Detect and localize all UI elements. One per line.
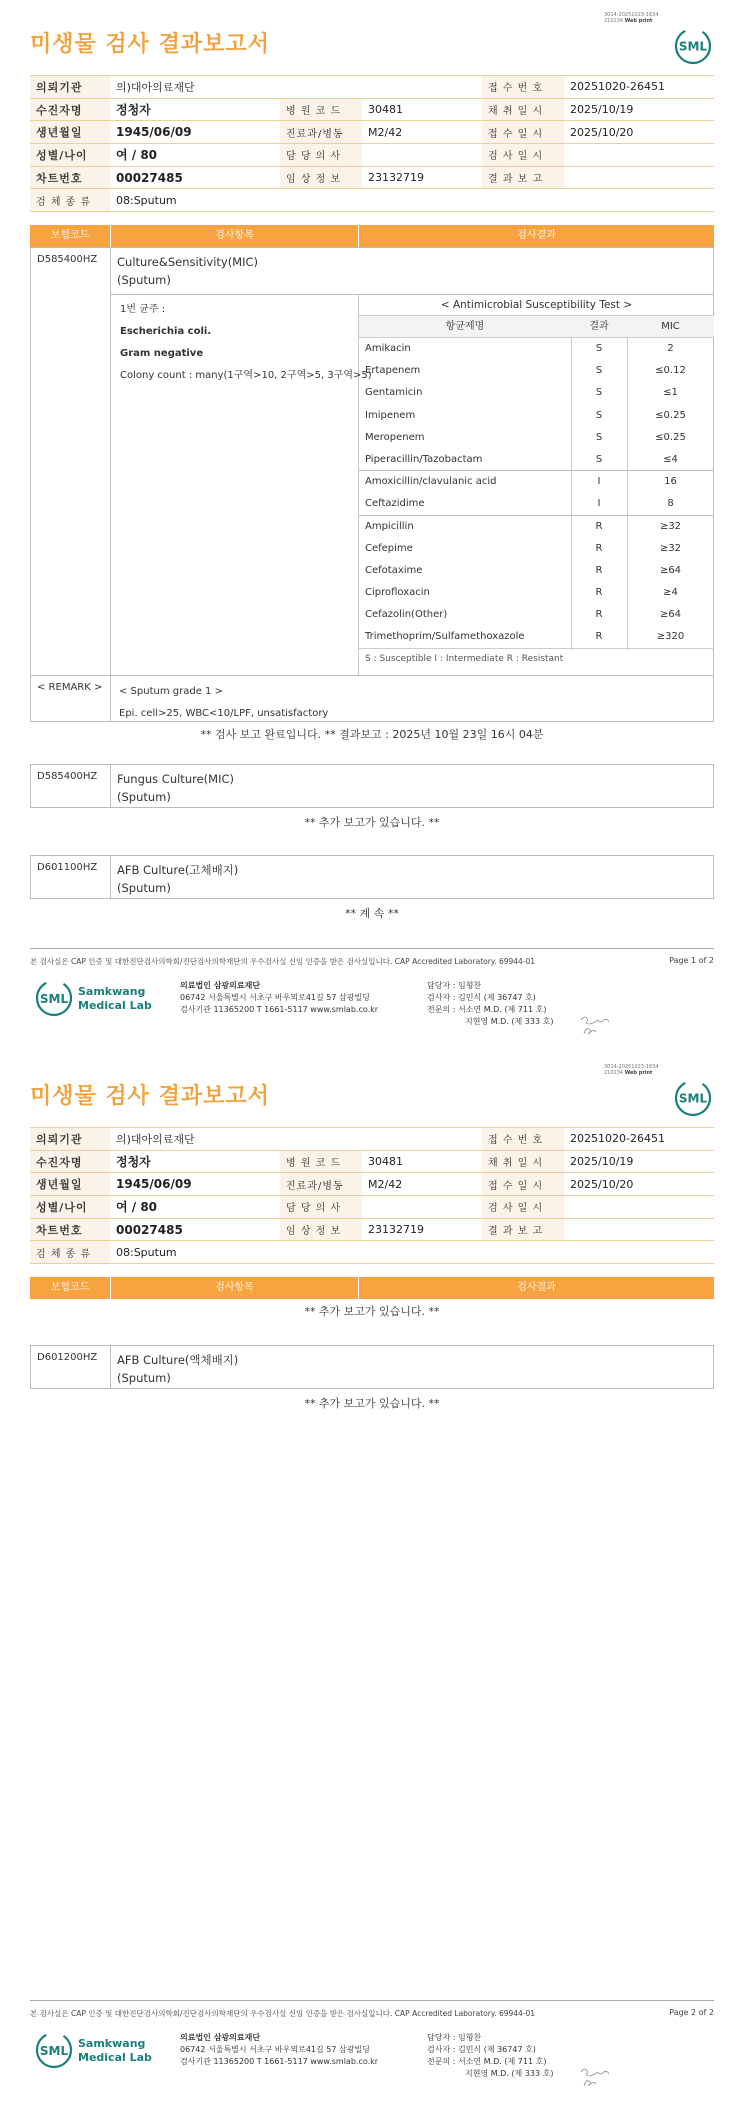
doctor-value — [362, 1196, 482, 1219]
ast-row — [359, 604, 714, 626]
ast-drug: Imipenem — [365, 409, 416, 421]
stamp-web-print: Web print — [624, 18, 653, 24]
ast-result: R — [595, 542, 603, 554]
ast-drug: Meropenem — [365, 431, 425, 443]
receipt-date-label: 접 수 일 시 — [482, 1173, 564, 1196]
colony-count: Colony count : many(1구역>10, 2구역>5, 3구역>5) — [120, 370, 372, 381]
fungus-specimen: (Sputum) — [117, 790, 171, 804]
collect-date-label: 채 취 일 시 — [482, 1150, 564, 1173]
patient-label: 수진자명 — [30, 98, 110, 121]
fungus-code: D585400HZ — [31, 765, 111, 807]
stamp-id: 3014-20251023-1634 — [604, 1064, 659, 1070]
ast-drug: Gentamicin — [365, 387, 423, 399]
lab-org: 의료법인 삼광의료재단 — [180, 981, 261, 990]
chart-label: 차트번호 — [30, 166, 110, 189]
ast-col-result: 결과 — [589, 321, 609, 332]
ast-mic: ≥64 — [659, 564, 682, 576]
receipt-no-value: 20251020-26451 — [564, 1128, 714, 1151]
stamp-code: 210234 — [604, 1070, 624, 1076]
print-stamp — [604, 12, 659, 24]
ast-row — [359, 360, 714, 382]
ast-drug: Trimethoprim/Sulfamethoxazole — [365, 631, 525, 643]
test-date-value — [564, 144, 714, 167]
dept-value: M2/42 — [362, 121, 482, 144]
ast-result: S — [595, 365, 603, 377]
gram-stain: Gram negative — [120, 348, 204, 359]
signature-icon — [578, 2062, 612, 2090]
specimen-value: 08:Sputum — [110, 189, 714, 212]
stamp-id: 3014-20251023-1634 — [604, 12, 659, 18]
test-specimen: (Sputum) — [117, 273, 171, 287]
collect-date-label: 채 취 일 시 — [482, 98, 564, 121]
sml-logo-icon — [674, 27, 712, 65]
test-date-label: 검 사 일 시 — [482, 1196, 564, 1219]
hospital-code-value: 30481 — [362, 98, 482, 121]
report-value — [564, 1218, 714, 1241]
sex-age-label: 성별/나이 — [30, 1196, 110, 1219]
ast-mic: 2 — [667, 343, 674, 354]
ast-row — [359, 338, 714, 360]
ast-drug: Cefazolin(Other) — [365, 609, 448, 621]
hospital-code-label: 병 원 코 드 — [280, 1150, 362, 1173]
afb-solid-code: D601100HZ — [31, 856, 111, 898]
col-item: 검사항목 — [110, 225, 358, 247]
dept-label: 진료과/병동 — [280, 121, 362, 144]
svg-text:Samkwang: Samkwang — [78, 985, 146, 998]
ast-result: S — [595, 431, 603, 443]
col-code: 보험코드 — [50, 1282, 90, 1293]
ast-legend: S : Susceptible I : Intermediate R : Resistant — [365, 654, 564, 664]
collect-date-value: 2025/10/19 — [564, 1150, 714, 1173]
doctor-label: 담 당 의 사 — [280, 1196, 362, 1219]
ast-mic: ≥32 — [659, 520, 682, 532]
hospital-code-label: 병 원 코 드 — [280, 98, 362, 121]
lab-institution: 검사기관 11365200 T 1661-5117 www.smlab.co.kr — [180, 2057, 379, 2066]
dept-value: M2/42 — [362, 1173, 482, 1196]
svg-text:SML: SML — [678, 1091, 708, 1106]
collect-date-value: 2025/10/19 — [564, 98, 714, 121]
client-label: 의뢰기관 — [30, 76, 110, 99]
ast-drug: Ciprofloxacin — [365, 587, 430, 599]
ast-row — [359, 582, 714, 604]
sml-logo-icon — [674, 1079, 712, 1117]
staff-manager: 담당자 : 임형찬 — [427, 981, 482, 990]
lab-address: 06742 서울특별시 서초구 바우뫼로41길 57 삼광빌딩 — [180, 2045, 370, 2054]
sex-age-label: 성별/나이 — [30, 144, 110, 167]
svg-text:Medical Lab: Medical Lab — [78, 2051, 152, 2064]
staff-tester: 검사자 : 김민식 (제 36747 호) — [427, 2045, 536, 2054]
complete-note: ** 검사 보고 완료입니다. ** 결과보고 : 2025년 10월 23일 16시 04분 — [200, 728, 544, 741]
signature-icon — [578, 1010, 612, 1038]
ast-drug: Cefepime — [365, 542, 413, 554]
test-date-label: 검 사 일 시 — [482, 144, 564, 167]
print-stamp — [604, 1064, 659, 1076]
svg-text:Samkwang: Samkwang — [78, 2037, 146, 2050]
ast-mic: ≥4 — [663, 587, 678, 599]
clinical-label: 임 상 정 보 — [280, 1218, 362, 1241]
ast-drug: Ceftazidime — [365, 498, 425, 510]
report-page-2 — [0, 1052, 744, 2104]
report-title: 미생물 검사 결과보고서 — [30, 32, 270, 57]
ast-mic: ≤0.12 — [655, 365, 686, 377]
remark-line-1: < Sputum grade 1 > — [119, 686, 223, 697]
lab-info — [180, 980, 378, 1016]
ast-col-drug: 항균제명 — [445, 321, 485, 332]
chart-label: 차트번호 — [30, 1218, 110, 1241]
ast-result: S — [595, 343, 603, 354]
page2-note: ** 추가 보고가 있습니다. ** — [304, 1305, 440, 1318]
stamp-web-print: Web print — [624, 1070, 653, 1076]
test-name: Culture&Sensitivity(MIC) — [117, 255, 259, 269]
organism-info — [120, 299, 372, 387]
cert-footnote: 본 검사실은 CAP 인증 및 대한진단검사의학회/진단검사의학재단의 우수검사실 신임 인증을 받은 검사실입니다. CAP Accredited Laboratory. 69944-01 — [30, 957, 536, 966]
test-code: D585400HZ — [31, 248, 111, 294]
remark-line-2: Epi. cell>25, WBC<10/LPF, unsatisfactory — [119, 708, 329, 719]
staff-manager: 담당자 : 임형찬 — [427, 2033, 482, 2042]
fungus-note: ** 추가 보고가 있습니다. ** — [304, 816, 440, 829]
ast-row — [359, 449, 714, 471]
ast-mic: ≥64 — [659, 609, 682, 621]
test-date-value — [564, 1196, 714, 1219]
ast-row — [359, 382, 714, 404]
afb-solid-specimen: (Sputum) — [117, 881, 171, 895]
col-result: 검사결과 — [358, 1277, 714, 1299]
ast-title: < Antimicrobial Susceptibility Test > — [359, 294, 714, 316]
remark-section — [30, 676, 714, 722]
receipt-date-label: 접 수 일 시 — [482, 121, 564, 144]
ast-result: S — [595, 387, 603, 399]
client-value: 의)대아의료재단 — [110, 1128, 482, 1151]
afb-liquid-note: ** 추가 보고가 있습니다. ** — [304, 1397, 440, 1410]
clinical-label: 임 상 정 보 — [280, 166, 362, 189]
sex-age-value: 여 / 80 — [110, 144, 280, 167]
client-value: 의)대아의료재단 — [110, 76, 482, 99]
receipt-date-value: 2025/10/20 — [564, 121, 714, 144]
receipt-no-label: 접 수 번 호 — [482, 76, 564, 99]
specimen-value: 08:Sputum — [110, 1241, 714, 1264]
staff-specialist-1: 전문의 : 서소연 M.D. (제 711 호) — [427, 1005, 547, 1014]
chart-value: 00027485 — [110, 1218, 280, 1241]
patient-value: 정청자 — [110, 98, 280, 121]
ast-drug: Cefotaxime — [365, 564, 423, 576]
dob-label: 생년월일 — [30, 1173, 110, 1196]
logo-text: SML — [678, 39, 708, 54]
patient-info-table — [30, 1127, 714, 1264]
patient-label: 수진자명 — [30, 1150, 110, 1173]
stamp-code: 210234 — [604, 18, 624, 24]
staff-specialist-1: 전문의 : 서소연 M.D. (제 711 호) — [427, 2057, 547, 2066]
culture-test-header — [30, 247, 714, 294]
receipt-date-value: 2025/10/20 — [564, 1173, 714, 1196]
receipt-no-label: 접 수 번 호 — [482, 1128, 564, 1151]
page-number: Page 2 of 2 — [669, 2008, 714, 2017]
sex-age-value: 여 / 80 — [110, 1196, 280, 1219]
chart-value: 00027485 — [110, 166, 280, 189]
dob-label: 생년월일 — [30, 121, 110, 144]
samkwang-logo-icon — [34, 2030, 154, 2070]
client-label: 의뢰기관 — [30, 1128, 110, 1151]
ast-mic: 8 — [667, 498, 674, 510]
svg-text:SML: SML — [39, 992, 69, 1006]
ast-mic: ≤4 — [663, 453, 678, 465]
continue-note: ** 계 속 ** — [345, 907, 399, 920]
afb-liquid-code: D601200HZ — [31, 1346, 111, 1388]
ast-mic: ≥320 — [656, 631, 685, 643]
patient-value: 정청자 — [110, 1150, 280, 1173]
ast-result: R — [595, 609, 603, 621]
ast-result: R — [595, 564, 603, 576]
specimen-label: 검 체 종 류 — [30, 1241, 110, 1264]
ast-row — [359, 626, 714, 648]
lab-staff — [427, 2032, 553, 2080]
afb-liquid-test — [30, 1345, 714, 1389]
staff-specialist-2: 지현영 M.D. (제 333 호) — [465, 1017, 554, 1026]
lab-institution: 검사기관 11365200 T 1661-5117 www.smlab.co.kr — [180, 1005, 379, 1014]
report-label: 결 과 보 고 — [482, 166, 564, 189]
fungus-test — [30, 764, 714, 808]
staff-tester: 검사자 : 김민식 (제 36747 호) — [427, 993, 536, 1002]
ast-row — [359, 405, 714, 427]
staff-specialist-2: 지현영 M.D. (제 333 호) — [465, 2069, 554, 2078]
afb-liquid-name: AFB Culture(액체배지) — [117, 1353, 239, 1367]
patient-info-table — [30, 75, 714, 212]
ast-rows — [359, 338, 714, 649]
organism-name: Escherichia coli. — [120, 326, 212, 337]
ast-mic: ≤1 — [663, 387, 678, 399]
report-title: 미생물 검사 결과보고서 — [30, 1084, 270, 1109]
hospital-code-value: 30481 — [362, 1150, 482, 1173]
report-label: 결 과 보 고 — [482, 1218, 564, 1241]
ast-result: I — [597, 498, 601, 510]
ast-drug: Piperacillin/Tazobactam — [365, 453, 483, 465]
ast-row — [359, 538, 714, 560]
lab-info — [180, 2032, 378, 2068]
ast-mic: 16 — [664, 476, 677, 488]
cert-footnote: 본 검사실은 CAP 인증 및 대한진단검사의학회/진단검사의학재단의 우수검사실 신임 인증을 받은 검사실입니다. CAP Accredited Laboratory. 69944-01 — [30, 2009, 536, 2018]
col-result: 검사결과 — [358, 225, 714, 247]
col-item: 검사항목 — [110, 1277, 358, 1299]
remark-label: < REMARK > — [31, 676, 111, 721]
ast-result: R — [595, 631, 603, 643]
afb-liquid-specimen: (Sputum) — [117, 1371, 171, 1385]
ast-mic: ≤0.25 — [655, 431, 686, 443]
clinical-value: 23132719 — [362, 1218, 482, 1241]
ast-row — [359, 516, 714, 538]
culture-result-section — [30, 294, 714, 676]
dept-label: 진료과/병동 — [280, 1173, 362, 1196]
column-header-bar — [30, 225, 714, 247]
ast-result: I — [597, 476, 601, 488]
receipt-no-value: 20251020-26451 — [564, 76, 714, 99]
ast-row — [359, 560, 714, 582]
ast-result: R — [595, 587, 603, 599]
ast-result: S — [595, 453, 603, 465]
ast-table — [359, 294, 714, 664]
doctor-value — [362, 144, 482, 167]
ast-col-mic: MIC — [661, 321, 680, 332]
samkwang-logo-icon — [34, 978, 154, 1018]
dob-value: 1945/06/09 — [110, 121, 280, 144]
lab-org: 의료법인 삼광의료재단 — [180, 2033, 261, 2042]
col-code: 보험코드 — [50, 230, 90, 241]
afb-solid-test — [30, 855, 714, 899]
page-number: Page 1 of 2 — [669, 956, 714, 965]
isolate-label: 1번 균주 : — [120, 304, 166, 315]
dob-value: 1945/06/09 — [110, 1173, 280, 1196]
fungus-name: Fungus Culture(MIC) — [117, 772, 234, 786]
report-value — [564, 166, 714, 189]
doctor-label: 담 당 의 사 — [280, 144, 362, 167]
ast-drug: Amoxicillin/clavulanic acid — [365, 476, 497, 488]
ast-result: R — [595, 520, 603, 532]
svg-text:Medical Lab: Medical Lab — [78, 999, 152, 1012]
lab-address: 06742 서울특별시 서초구 바우뫼로41길 57 삼광빌딩 — [180, 993, 370, 1002]
lab-staff — [427, 980, 553, 1028]
clinical-value: 23132719 — [362, 166, 482, 189]
column-header-bar — [30, 1277, 714, 1299]
ast-drug: Ertapenem — [365, 365, 421, 377]
ast-row — [359, 493, 714, 515]
ast-mic: ≥32 — [659, 542, 682, 554]
ast-drug: Ampicillin — [365, 520, 414, 532]
svg-text:SML: SML — [39, 2044, 69, 2058]
ast-result: S — [595, 409, 603, 421]
afb-solid-name: AFB Culture(고체배지) — [117, 863, 239, 877]
ast-mic: ≤0.25 — [655, 409, 686, 421]
ast-row — [359, 471, 714, 493]
ast-drug: Amikacin — [365, 343, 411, 354]
ast-row — [359, 427, 714, 449]
specimen-label: 검 체 종 류 — [30, 189, 110, 212]
